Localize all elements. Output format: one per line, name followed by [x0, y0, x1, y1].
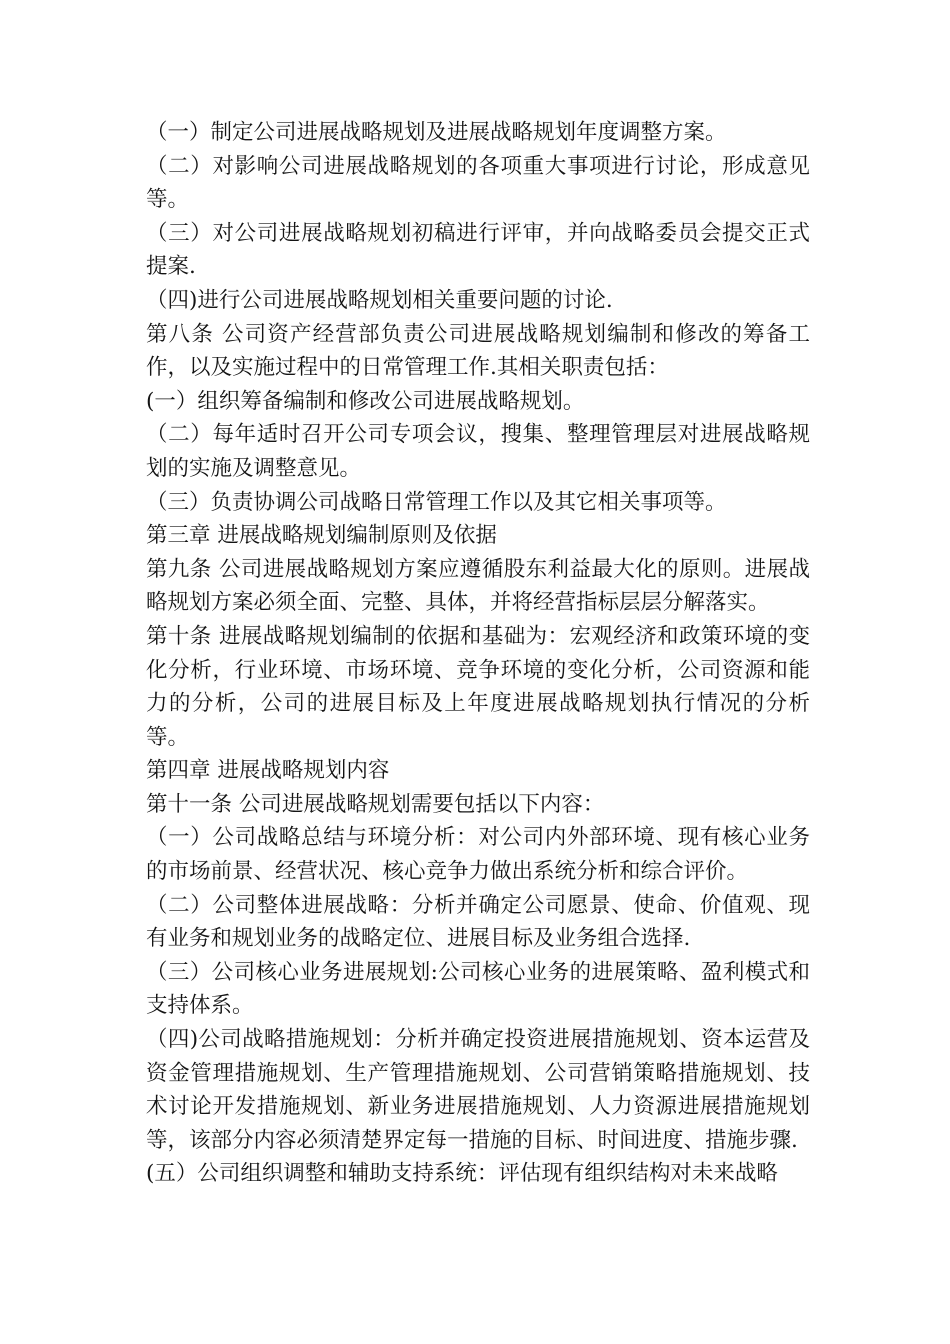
article-11-item-5: (五）公司组织调整和辅助支持系统：评估现有组织结构对未来战略 [146, 1161, 778, 1187]
article-8-item-3: （三）负责协调公司战略日常管理工作以及其它相关事项等。 [146, 489, 727, 515]
article-11-item-4: （四)公司战略措施规划：分析并确定投资进展措施规划、资本运营及资金管理措施规划、生产管理措施规划、公司营销策略措施规划、技术讨论开发措施规划、新业务进展措施规划、人力资源进展措施规划等，该部分内容必须清楚界定每一措施的目标、时间进度、措施步骤. [146, 1027, 810, 1153]
paragraph-1: （一）制定公司进展战略规划及进展战略规划年度调整方案。 [146, 120, 727, 145]
document-body [146, 116, 810, 1191]
article-11-item-2: （二）公司整体进展战略：分析并确定公司愿景、使命、价值观、现有业务和规划业务的战略定位、进展目标及业务组合选择. [146, 892, 810, 952]
paragraph-3: （三）对公司进展战略规划初稿进行评审，并向战略委员会提交正式提案. [146, 220, 810, 280]
paragraph-4: （四)进行公司进展战略规划相关重要问题的讨论. [146, 287, 613, 313]
article-11-item-1: （一）公司战略总结与环境分析：对公司内外部环境、现有核心业务的市场前景、经营状况、核心竞争力做出系统分析和综合评价。 [146, 825, 810, 885]
article-8-item-2: （二）每年适时召开公司专项会议，搜集、整理管理层对进展战略规划的实施及调整意见。 [146, 422, 810, 481]
article-8: 第八条 公司资产经营部负责公司进展战略规划编制和修改的筹备工作，以及实施过程中的日常管理工作.其相关职责包括： [146, 321, 810, 381]
article-8-item-1: (一）组织筹备编制和修改公司进展战略规划。 [146, 388, 585, 414]
chapter-3-heading: 第三章 进展战略规划编制原则及依据 [146, 523, 497, 549]
article-9: 第九条 公司进展战略规划方案应遵循股东利益最大化的原则。进展战略规划方案必须全面、完整、具体，并将经营指标层层分解落实。 [146, 556, 810, 616]
article-11-item-3: （三）公司核心业务进展规划:公司核心业务的进展策略、盈利模式和支持体系。 [146, 959, 810, 1019]
article-11: 第十一条 公司进展战略规划需要包括以下内容： [146, 791, 605, 817]
chapter-4-heading: 第四章 进展战略规划内容 [146, 758, 390, 784]
article-10: 第十条 进展战略规划编制的依据和基础为：宏观经济和政策环境的变化分析，行业环境、市场环境、竞争环境的变化分析，公司资源和能力的分析，公司的进展目标及上年度进展战略规划执行情况的分析等。 [146, 623, 810, 750]
paragraph-2: （二）对影响公司进展战略规划的各项重大事项进行讨论，形成意见等。 [146, 153, 810, 213]
